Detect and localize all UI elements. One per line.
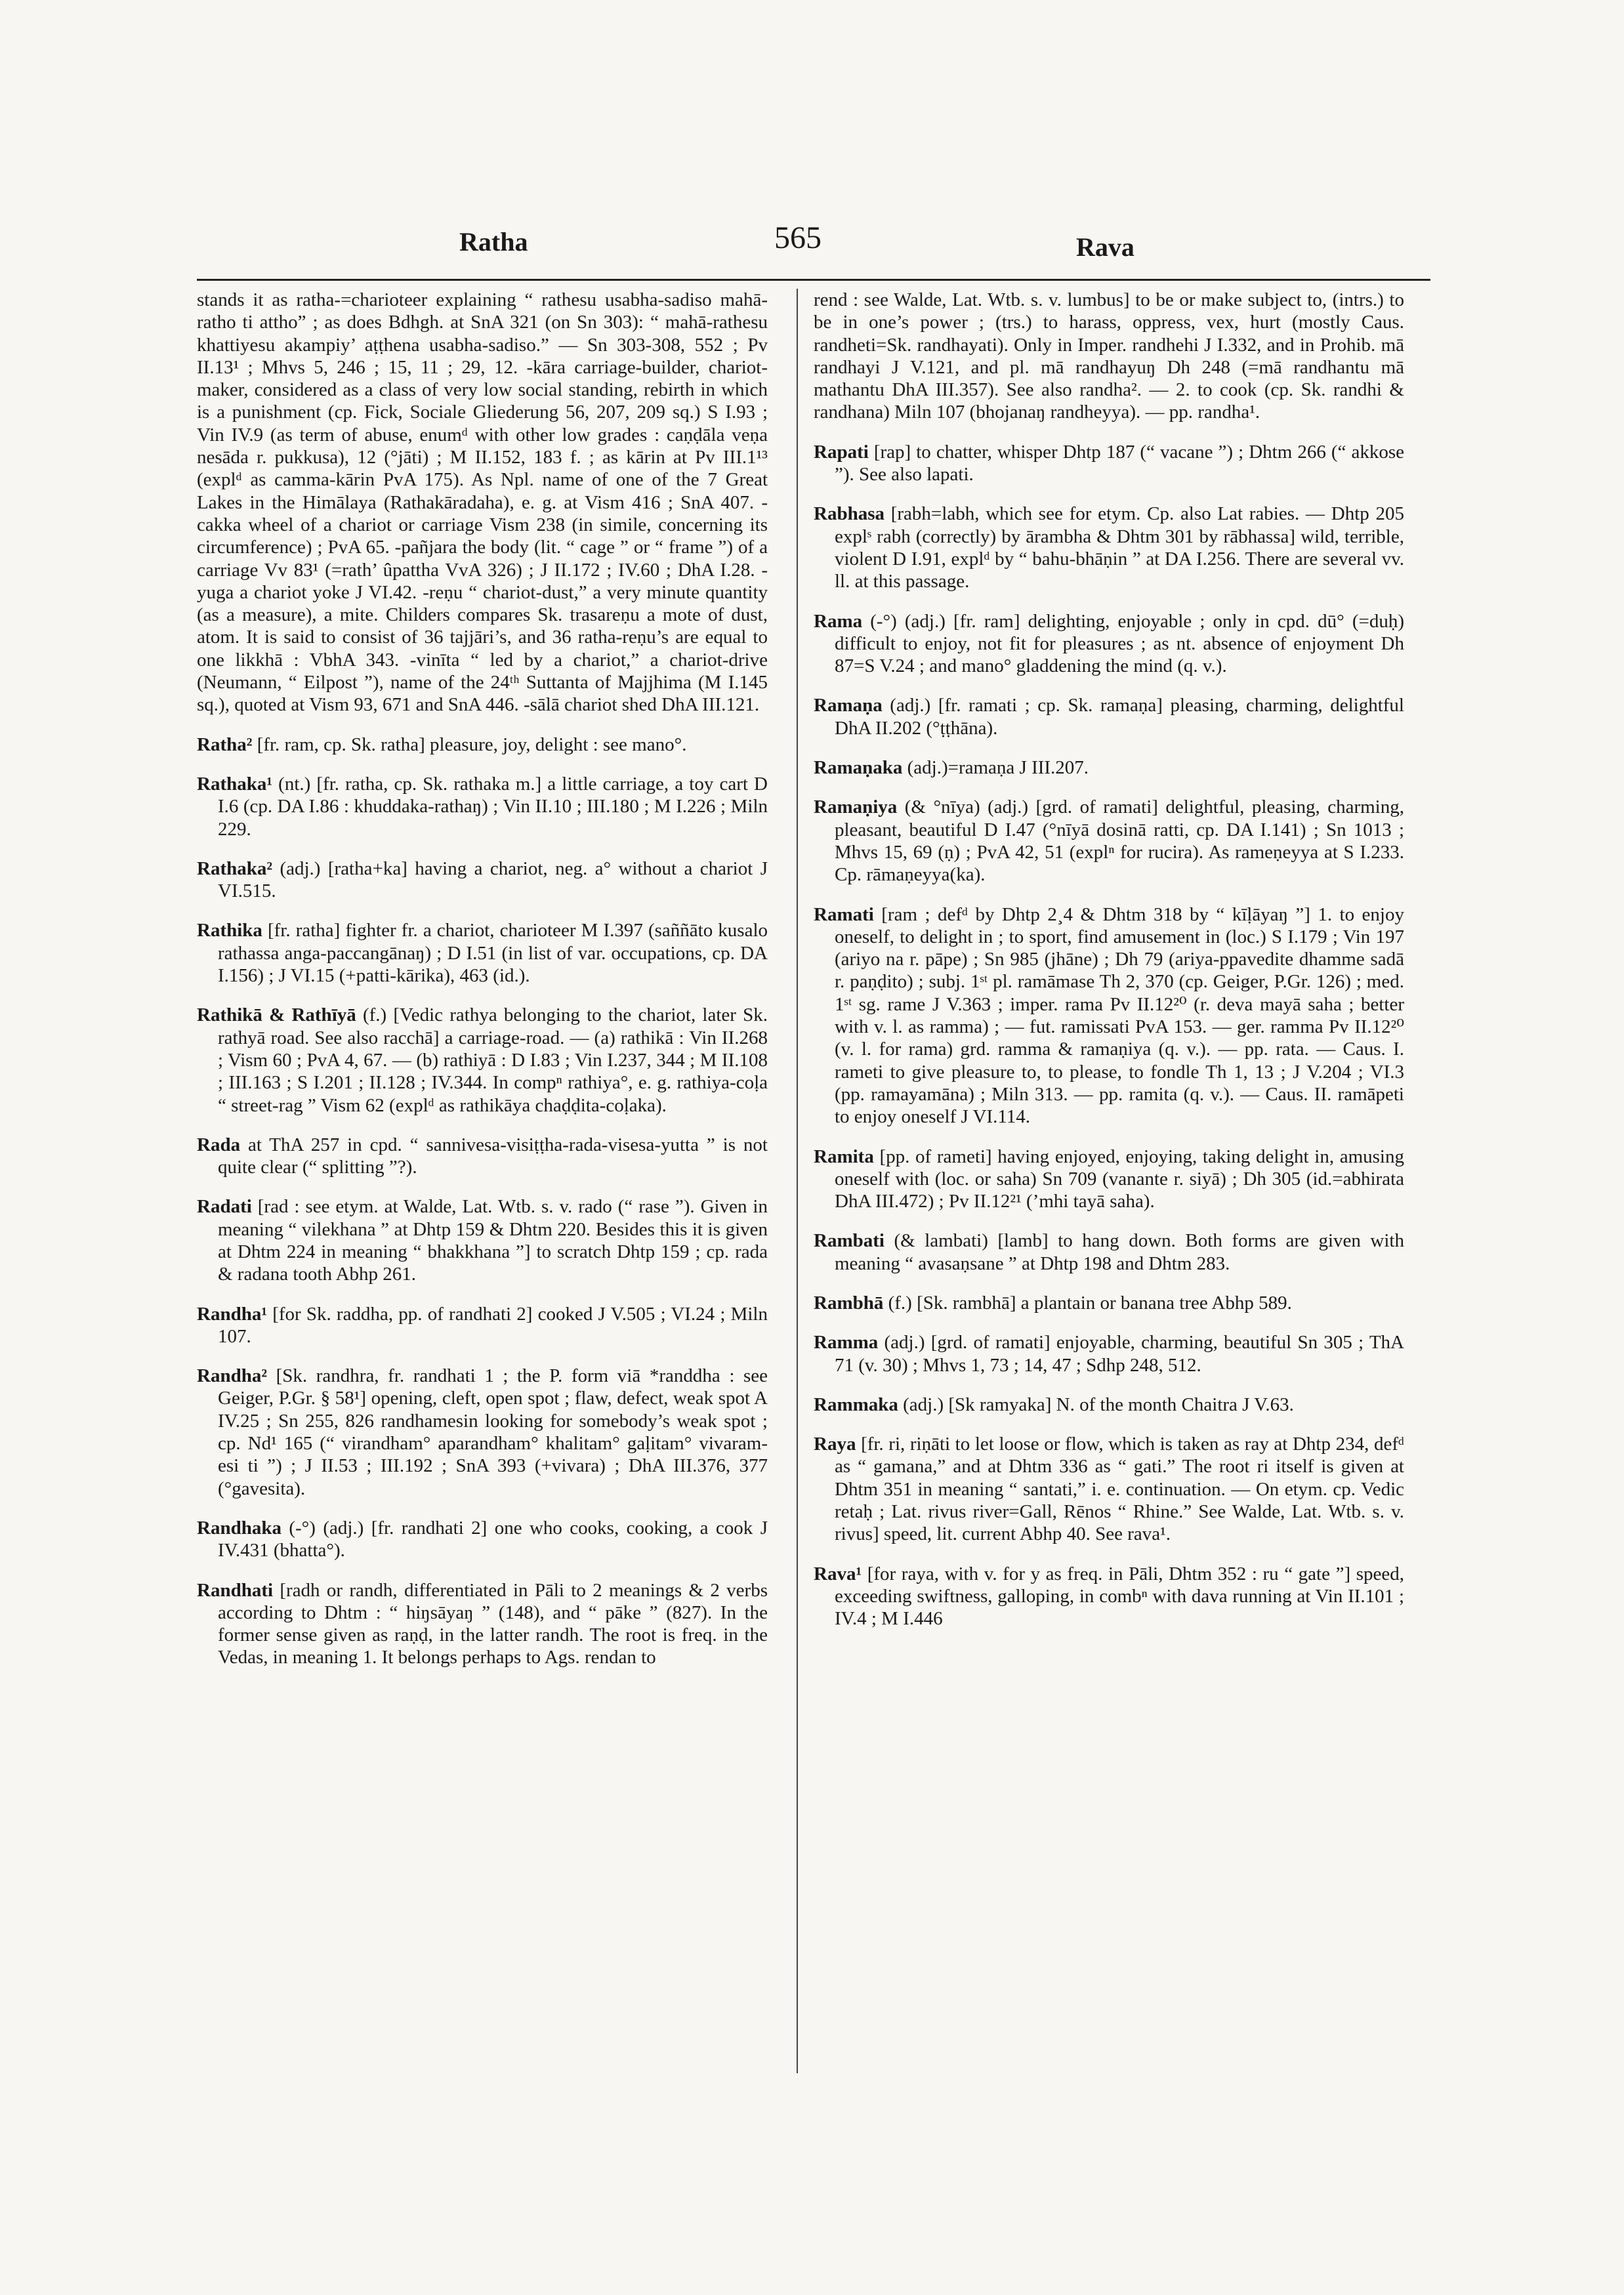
- entry-rambha: Rambhā (f.) [Sk. rambhā] a plantain or banana tree Abhp 589.: [814, 1292, 1292, 1313]
- column-divider: [797, 289, 798, 2073]
- entry-ratha-continued: stands it as ratha-=charioteer explaining “ rathesu usabha-sadiso mahā-ratho ti attho” ; as does Bdhgh. at SnA 321 (on Sn 303): “ mahā-rathesu khattiyesu akampiy’ aṭṭhena usabha-sadiso.” — Sn 303-308, 552 ; Pv II.13¹ ; Mhvs 5, 246 ; 15, 11 ; 29, 12. -kāra carriage-builder, chariot-maker, considered as a class of very low social standing, rebirth in which is a punishment (cp. Fick, Sociale Gliederung 56, 207, 209 sq.) S I.93 ; Vin IV.9 (as term of abuse, enumᵈ with other low grades : caṇḍāla veṇa nesāda r. pukkusa), 12 (°jāti) ; M II.152, 183 f. ; as kārin at Pv III.1¹³ (explᵈ as camma-kārin PvA 175). As Npl. name of one of the 7 Great Lakes in the Himālaya (Rathakāradaha), e. g. at Vism 416 ; SnA 407. -cakka wheel of a chariot or carriage Vism 238 (in simile, concerning its circumference) ; PvA 65. -pañjara the body (lit. “ cage ” or “ frame ”) of a carriage Vv 83¹ (=rath’ ûpattha VvA 326) ; J II.172 ; IV.60 ; DhA I.28. -yuga a chariot yoke J VI.42. -reṇu “ chariot-dust,” a very minute quantity (as a measure), a mite. Childers compares Sk. trasareṇu a mote of dust, atom. It is said to consist of 36 tajjāri’s, and 36 ratha-reṇu’s are equal to one likkhā : VbhA 343. -vinīta “ led by a chariot,” a chariot-drive (Neumann, “ Eilpost ”), name of the 24ᵗʰ Suttanta of Majjhima (M I.145 sq.), quoted at Vism 93, 671 and SnA 446. -sālā chariot shed DhA III.121.: [197, 289, 768, 716]
- entry-rathaka-1: Rathaka¹ (nt.) [fr. ratha, cp. Sk. rathaka m.] a little carriage, a toy cart D I.6 (cp. DA I.86 : khuddaka-rathaŋ) ; Vin II.10 ; III.180 ; M I.226 ; Miln 229.: [197, 773, 768, 840]
- header-rule: [197, 279, 1430, 281]
- entry-rabhasa: Rabhasa [rabh=labh, which see for etym. Cp. also Lat rabies. — Dhtp 205 explˢ rabh (correctly) by ārambha & Dhtm 301 by rābhassa] wild, terrible, violent D I.91, explᵈ by “ bahu-bhāṇin ” at DA I.256. There are several vv. ll. at this passage.: [814, 503, 1404, 592]
- entry-rathika-rathiya: Rathikā & Rathīyā (f.) [Vedic rathya belonging to the chariot, later Sk. rathyā road. See also racchā] a carriage-road. — (a) rathikā : Vin II.268 ; Vism 60 ; PvA 4, 67. — (b) rathiyā : D I.83 ; Vin I.237, 344 ; M II.108 ; III.163 ; S I.201 ; II.128 ; IV.344. In compⁿ rathiya°, e. g. rathiya-coḷa “ street-rag ” Vism 62 (explᵈ as rathikāya chaḍḍita-coḷaka).: [197, 1004, 768, 1116]
- entry-rathaka-2: Rathaka² (adj.) [ratha+ka] having a chariot, neg. a° without a chariot J VI.515.: [197, 858, 768, 902]
- entry-randha-1: Randha¹ [for Sk. raddha, pp. of randhati 2] cooked J V.505 ; VI.24 ; Miln 107.: [197, 1303, 768, 1347]
- entry-randhaka: Randhaka (-°) (adj.) [fr. randhati 2] one who cooks, cooking, a cook J IV.431 (bhatta°).: [197, 1517, 768, 1561]
- entry-rama: Rama (-°) (adj.) [fr. ram] delighting, enjoyable ; only in cpd. dū° (=duḥ) difficult to enjoy, not fit for pleasures ; as nt. absence of enjoyment Dh 87=S V.24 ; and mano° gladdening the mind (q. v.).: [814, 610, 1404, 677]
- entry-ramanaka: Ramaṇaka (adj.)=ramaṇa J III.207.: [814, 757, 1089, 779]
- entry-ramaniya: Ramaṇiya (& °nīya) (adj.) [grd. of ramati] delightful, pleasing, charming, pleasant, beautiful D I.47 (°nīyā dosinā ratti, cp. DA I.141) ; Sn 1013 ; Mhvs 15, 69 (ṇ) ; PvA 42, 51 (explⁿ for rucira). As rameṇeyya at S I.233. Cp. rāmaṇeyya(ka).: [814, 796, 1404, 886]
- right-column: [814, 289, 1404, 1647]
- entry-ramati: Ramati [ram ; defᵈ by Dhtp 2¸4 & Dhtm 318 by “ kīḷāyaŋ ”] 1. to enjoy oneself, to delight in ; to sport, find amusement in (loc.) S I.179 ; Vin 197 (ariyo na r. pāpe) ; Sn 985 (jhāne) ; Dh 79 (ariya-ppavedite dhamme sadā r. paṇḍito) ; subj. 1ˢᵗ pl. ramāmase Th 2, 370 (cp. Geiger, P.Gr. 126) ; med. 1ˢᵗ sg. rame J V.363 ; imper. rama Pv II.12²⁰ (r. deva mayā saha ; better with v. l. as ramma) ; — fut. ramissati PvA 153. — ger. ramma Pv II.12²⁰ (v. l. for rama) grd. ramma & ramaṇiya (q. v.). — pp. rata. — Caus. I. rameti to give pleasure to, to please, to fondle Th 1, 13 ; J V.204 ; VI.3 (pp. ramayamāna) ; Miln 313. — pp. ramita (q. v.). — Caus. II. ramāpeti to enjoy oneself J VI.114.: [814, 903, 1404, 1128]
- entry-raya: Raya [fr. ri, riṇāti to let loose or flow, which is taken as ray at Dhtp 234, defᵈ as “ gamana,” and at Dhtm 336 as “ gati.” The root ri itself is given at Dhtm 351 in meaning “ santati,” i. e. continuation. — On etym. cp. Vedic retaḥ ; Lat. rivus river=Gall, Rēnos “ Rhine.” See Walde, Lat. Wtb. s. v. rivus] speed, lit. current Abhp 40. See rava¹.: [814, 1434, 1404, 1545]
- entry-rammaka: Rammaka (adj.) [Sk ramyaka] N. of the month Chaitra J V.63.: [814, 1394, 1294, 1415]
- entry-ramana: Ramaṇa (adj.) [fr. ramati ; cp. Sk. ramaṇa] pleasing, charming, delightful DhA II.202 (°ṭṭhāna).: [814, 695, 1404, 739]
- entry-ratha-2: Ratha² [fr. ram, cp. Sk. ratha] pleasure, joy, delight : see mano°.: [197, 734, 687, 755]
- left-column: [197, 289, 768, 1686]
- entry-rada: Rada at ThA 257 in cpd. “ sannivesa-visiṭṭha-rada-visesa-yutta ” is not quite clear (“ splitting ”?).: [197, 1134, 768, 1178]
- header-left-guideword: Ratha: [459, 227, 528, 257]
- entry-randhati: Randhati [radh or randh, differentiated in Pāli to 2 meanings & 2 verbs according to Dhtm : “ hiŋsāyaŋ ” (148), and “ pāke ” (827). In the former sense given as raṇḍ, in the latter randh. The root is freq. in the Vedas, in meaning 1. It belongs perhaps to Ags. rendan to: [197, 1579, 768, 1668]
- entry-ramma: Ramma (adj.) [grd. of ramati] enjoyable, charming, beautiful Sn 305 ; ThA 71 (v. 30) ; Mhvs 1, 73 ; 14, 47 ; Sdhp 248, 512.: [814, 1332, 1404, 1376]
- header-right-guideword: Rava: [1076, 232, 1135, 262]
- entry-rathika: Rathika [fr. ratha] fighter fr. a chariot, charioteer M I.397 (saññāto kusalo rathassa anga-paccangānaŋ) ; D I.51 (in list of var. occupations, cp. DA I.156) ; J VI.15 (+patti-kārika), 463 (id.).: [197, 920, 768, 987]
- entry-rambati: Rambati (& lambati) [lamb] to hang down. Both forms are given with meaning “ avasaṇsane ” at Dhtp 198 and Dhtm 283.: [814, 1230, 1404, 1274]
- entry-randhati-continued: rend : see Walde, Lat. Wtb. s. v. lumbus] to be or make subject to, (intrs.) to be in one’s power ; (trs.) to harass, oppress, vex, hurt (mostly Caus. randheti=Sk. randhayati). Only in Imper. randhehi J I.332, and in Prohib. mā randhayi J V.121, and pl. mā randhayuŋ Dh 248 (=mā randhantu mā mathantu DhA III.357). See also randha². — 2. to cook (cp. Sk. randhi & randhana) Miln 107 (bhojanaŋ randheyya). — pp. randha¹.: [814, 289, 1404, 423]
- page-number: 565: [774, 220, 822, 255]
- entry-rava-1: Rava¹ [for raya, with v. for y as freq. in Pāli, Dhtm 352 : ru “ gate ”] speed, exceeding swiftness, galloping, in combⁿ with dava running at Vin II.101 ; IV.4 ; M I.446: [814, 1563, 1404, 1630]
- entry-radati: Radati [rad : see etym. at Walde, Lat. Wtb. s. v. rado (“ rase ”). Given in meaning “ vilekhana ” at Dhtp 159 & Dhtm 220. Besides this it is given at Dhtm 224 in meaning “ bhakkhana ”] to scratch Dhtp 159 ; cp. rada & radana tooth Abhp 261.: [197, 1196, 768, 1285]
- page-header: [197, 220, 1430, 279]
- entry-ramita: Ramita [pp. of rameti] having enjoyed, enjoying, taking delight in, amusing oneself with (loc. or saha) Sn 709 (vanante r. siyā) ; Dh 305 (id.=abhirata DhA III.472) ; Pv II.12²¹ (’mhi tayā saha).: [814, 1146, 1404, 1212]
- entry-rapati: Rapati [rap] to chatter, whisper Dhtp 187 (“ vacane ”) ; Dhtm 266 (“ akkose ”). See also lapati.: [814, 441, 1404, 486]
- entry-randha-2: Randha² [Sk. randhra, fr. randhati 1 ; the P. form viā *randdha : see Geiger, P.Gr. § 58¹] opening, cleft, open spot ; flaw, defect, weak spot A IV.25 ; Sn 255, 826 randhamesin looking for somebody’s weak spot ; cp. Nd¹ 165 (“ virandham° aparandham° khalitam° gaḷitam° vivaram-esi ti ”) ; J II.53 ; III.192 ; SnA 393 (+vivara) ; DhA III.376, 377 (°gavesita).: [197, 1365, 768, 1499]
